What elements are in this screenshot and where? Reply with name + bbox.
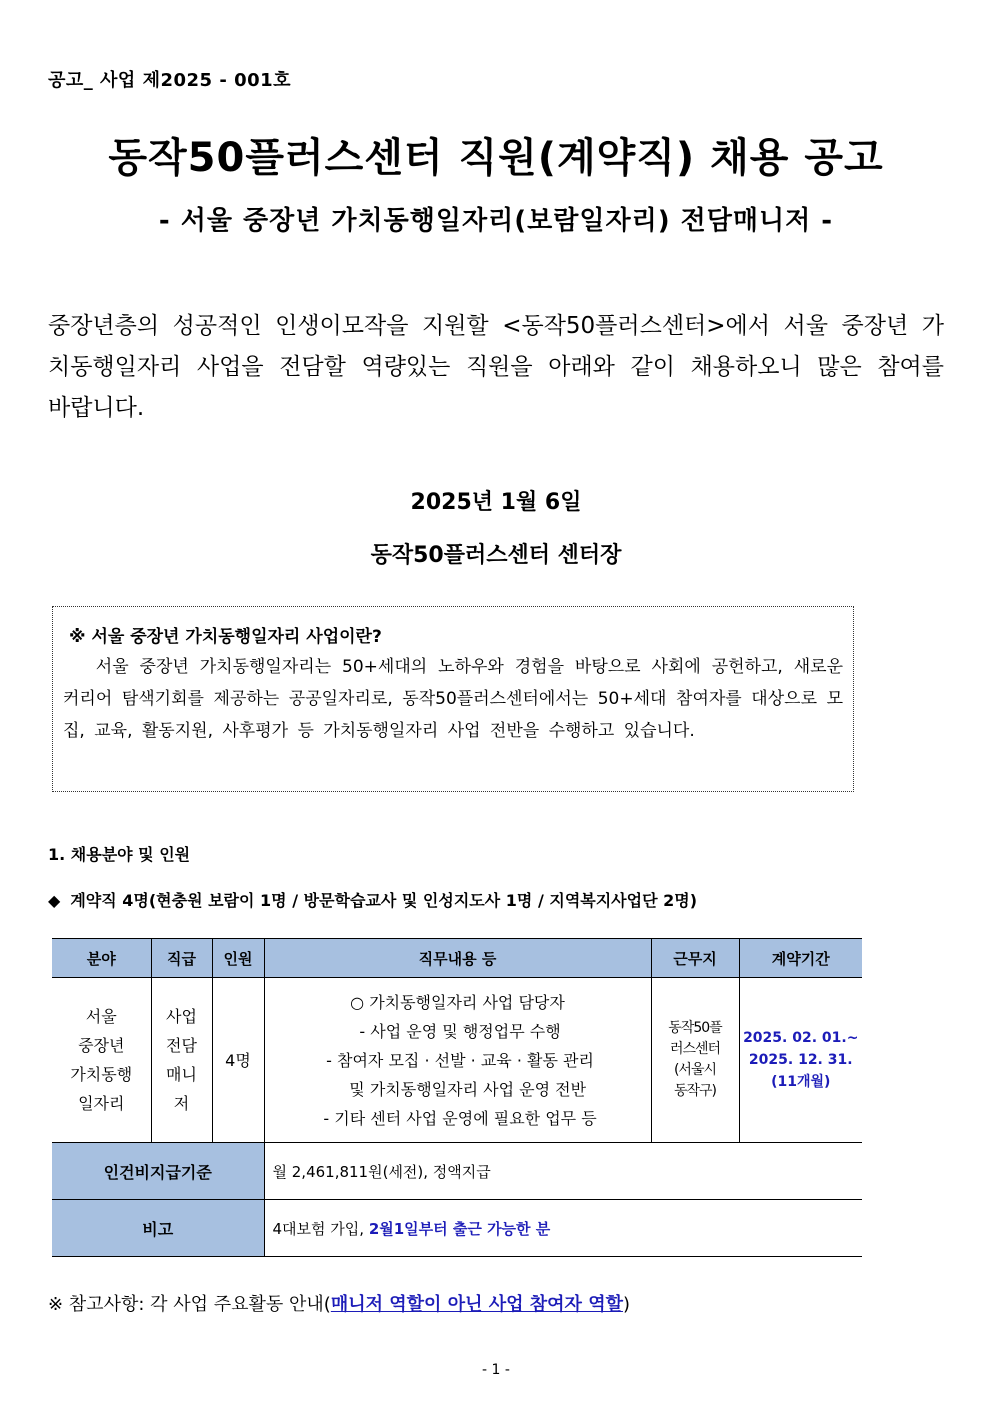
- column-header-rank: 직급: [151, 939, 212, 978]
- announcement-date: 2025년 1월 6일: [410, 490, 582, 515]
- remarks-label: 비고: [52, 1200, 264, 1257]
- column-header-location: 근무지: [651, 939, 739, 978]
- job-table: [52, 938, 862, 1257]
- start-date-highlight: 2월1일부터 출근 가능한 분: [368, 1219, 551, 1238]
- cell-count: 4명: [212, 978, 264, 1143]
- column-header-field: 분야: [52, 939, 151, 978]
- cell-rank: 사업 전담 매니 저: [151, 978, 212, 1143]
- page-title: 동작50플러스센터 직원(계약직) 채용 공고: [108, 135, 884, 181]
- participant-role-link[interactable]: 매니저 역할이 아닌 사업 참여자 역할: [330, 1294, 623, 1315]
- document-number: 공고_ 사업 제2025 - 001호: [48, 70, 292, 91]
- cell-location: 동작50플 러스센터 (서울시 동작구): [651, 978, 739, 1143]
- section-heading: 1. 채용분야 및 인원: [48, 845, 191, 864]
- remarks-value: 4대보험 가입, 2월1일부터 출근 가능한 분: [264, 1200, 862, 1257]
- column-header-count: 인원: [212, 939, 264, 978]
- info-box-title: ※ 서울 중장년 가치동행일자리 사업이란?: [69, 627, 382, 647]
- cell-field: 서울 중장년 가치동행 일자리: [52, 978, 151, 1143]
- remarks-row: [52, 1200, 862, 1257]
- reference-mark-icon: ※: [69, 627, 86, 647]
- table-header-row: [52, 939, 862, 978]
- info-box-body: 서울 중장년 가치동행일자리는 50+세대의 노하우와 경험을 바탕으로 사회에 공헌하고, 새로운 커리어 탐색기회를 제공하는 공공일자리로, 동작50플러스센터에서는 50+세대 참여자를 대상으로 모집, 교육, 활동지원, 사후평가 등 가치동행일자리 사업 전반을 수행하고 있습니다.: [63, 657, 843, 741]
- page-number: - 1 -: [482, 1362, 510, 1378]
- page-subtitle: - 서울 중장년 가치동행일자리(보람일자리) 전담매니저 -: [158, 206, 834, 236]
- intro-paragraph: 중장년층의 성공적인 인생이모작을 지원할 <동작50플러스센터>에서 서울 중장년 가치동행일자리 사업을 전담할 역량있는 직원을 아래와 같이 채용하오니 많은 참여를 바랍니다.: [48, 313, 944, 421]
- footnote: ※ 참고사항: 각 사업 주요활동 안내(매니저 역할이 아닌 사업 참여자 역할): [48, 1294, 631, 1315]
- column-header-duties: 직무내용 등: [264, 939, 651, 978]
- signer: 동작50플러스센터 센터장: [370, 543, 622, 568]
- diamond-bullet-icon: ◆: [48, 891, 61, 910]
- info-box: [52, 606, 854, 792]
- salary-row: [52, 1143, 862, 1200]
- cell-duties: ○ 가치동행일자리 사업 담당자 - 사업 운영 및 행정업무 수행 - 참여자 모집 · 선발 · 교육 · 활동 관리 및 가치동행일자리 사업 운영 전반 - 기타 센터 사업 운영에 필요한 업무 등: [264, 978, 651, 1143]
- salary-label: 인건비지급기준: [52, 1143, 264, 1200]
- column-header-period: 계약기간: [739, 939, 862, 978]
- positions-summary: ◆ 계약직 4명(현충원 보람이 1명 / 방문학습교사 및 인성지도사 1명 / 지역복지사업단 2명): [48, 891, 698, 910]
- salary-value: 월 2,461,811원(세전), 정액지급: [264, 1143, 862, 1200]
- cell-contract-period: 2025. 02. 01.~ 2025. 12. 31. (11개월): [739, 978, 862, 1143]
- table-row: [52, 978, 862, 1143]
